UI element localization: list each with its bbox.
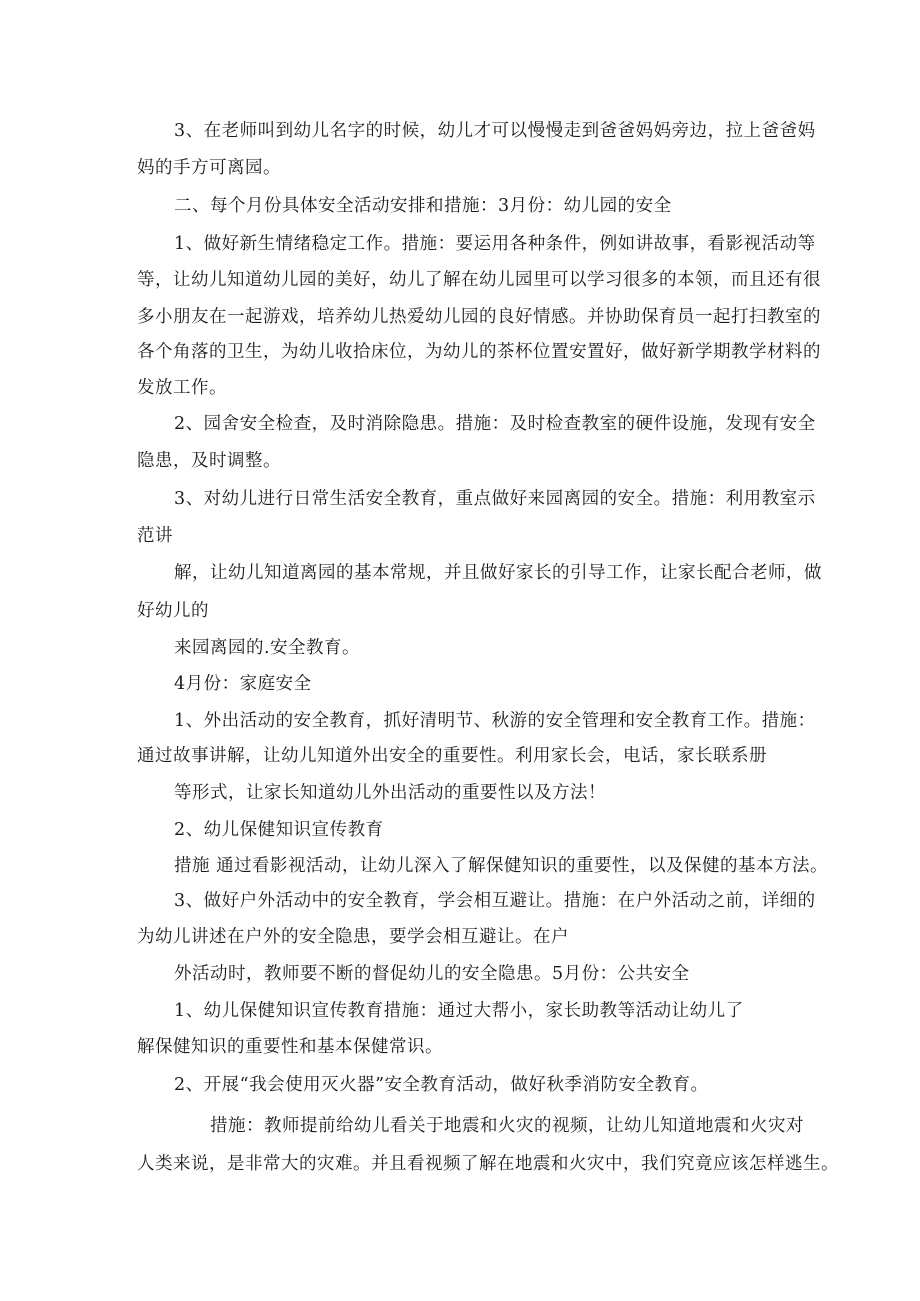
text-line: 措施 通过看影视活动，让幼儿深入了解保健知识的重要性，以及保健的基本方法。 bbox=[174, 856, 829, 876]
text-line: 等形式，让家长知道幼儿外出活动的重要性以及方法！ bbox=[174, 783, 606, 803]
text-line: 隐患，及时调整。 bbox=[137, 451, 281, 471]
text-line: 多小朋友在一起游戏，培养幼儿热爱幼儿园的良好情感。并协助保育员一起打扫教室的 bbox=[137, 307, 821, 327]
text-line: 1、做好新生情绪稳定工作。措施：要运用各种条件，例如讲故事，看影视活动等 bbox=[174, 234, 816, 254]
text-line: 发放工作。 bbox=[137, 378, 227, 398]
text-line: 等，让幼儿知道幼儿园的美好，幼儿了解在幼儿园里可以学习很多的本领，而且还有很 bbox=[137, 270, 821, 290]
text-line: 4月份：家庭安全 bbox=[174, 674, 312, 694]
text-line: 各个角落的卫生，为幼儿收拾床位，为幼儿的茶杯位置安置好，做好新学期教学材料的 bbox=[137, 342, 821, 362]
text-line: 3、在老师叫到幼儿名字的时候，幼儿才可以慢慢走到爸爸妈妈旁边，拉上爸爸妈 bbox=[174, 121, 816, 141]
text-line: 1、幼儿保健知识宣传教育措施：通过大帮小，家长助教等活动让幼儿了 bbox=[174, 1001, 744, 1021]
text-line: 2、幼儿保健知识宣传教育 bbox=[174, 820, 384, 840]
text-line: 妈的手方可离园。 bbox=[137, 158, 281, 178]
text-line: 人类来说，是非常大的灾难。并且看视频了解在地震和火灾中，我们究竟应该怎样逃生。 bbox=[137, 1154, 839, 1174]
text-line: 为幼儿讲述在户外的安全隐患，要学会相互避让。在户 bbox=[137, 927, 569, 947]
text-line: 解保健知识的重要性和基本保健常识。 bbox=[137, 1037, 443, 1057]
text-line: 解，让幼儿知道离园的基本常规，并且做好家长的引导工作，让家长配合老师，做 bbox=[174, 563, 822, 583]
text-line: 通过故事讲解，让幼儿知道外出安全的重要性。利用家长会，电话，家长联系册 bbox=[137, 746, 767, 766]
text-line: 二、每个月份具体安全活动安排和措施：3月份：幼儿园的安全 bbox=[174, 196, 672, 216]
text-line: 2、园舍安全检查，及时消除隐患。措施：及时检查教室的硬件设施，发现有安全 bbox=[174, 414, 816, 434]
text-line: 1、外出活动的安全教育，抓好清明节、秋游的安全管理和安全教育工作。措施： bbox=[174, 711, 816, 731]
text-line: 来园离园的.安全教育。 bbox=[174, 638, 361, 658]
text-line: 措施：教师提前给幼儿看关于地震和火灾的视频，让幼儿知道地震和火灾对 bbox=[210, 1116, 804, 1136]
text-line: 好幼儿的 bbox=[137, 601, 209, 621]
text-line: 3、对幼儿进行日常生活安全教育，重点做好来园离园的安全。措施：利用教室示 bbox=[174, 489, 816, 509]
text-line: 3、做好户外活动中的安全教育，学会相互避让。措施：在户外活动之前，详细的 bbox=[174, 891, 816, 911]
text-line: 外活动时，教师要不断的督促幼儿的安全隐患。5月份：公共安全 bbox=[174, 964, 690, 984]
text-line: 范讲 bbox=[137, 526, 173, 546]
text-line: 2、开展“我会使用灭火器”安全教育活动，做好秋季消防安全教育。 bbox=[174, 1075, 709, 1095]
